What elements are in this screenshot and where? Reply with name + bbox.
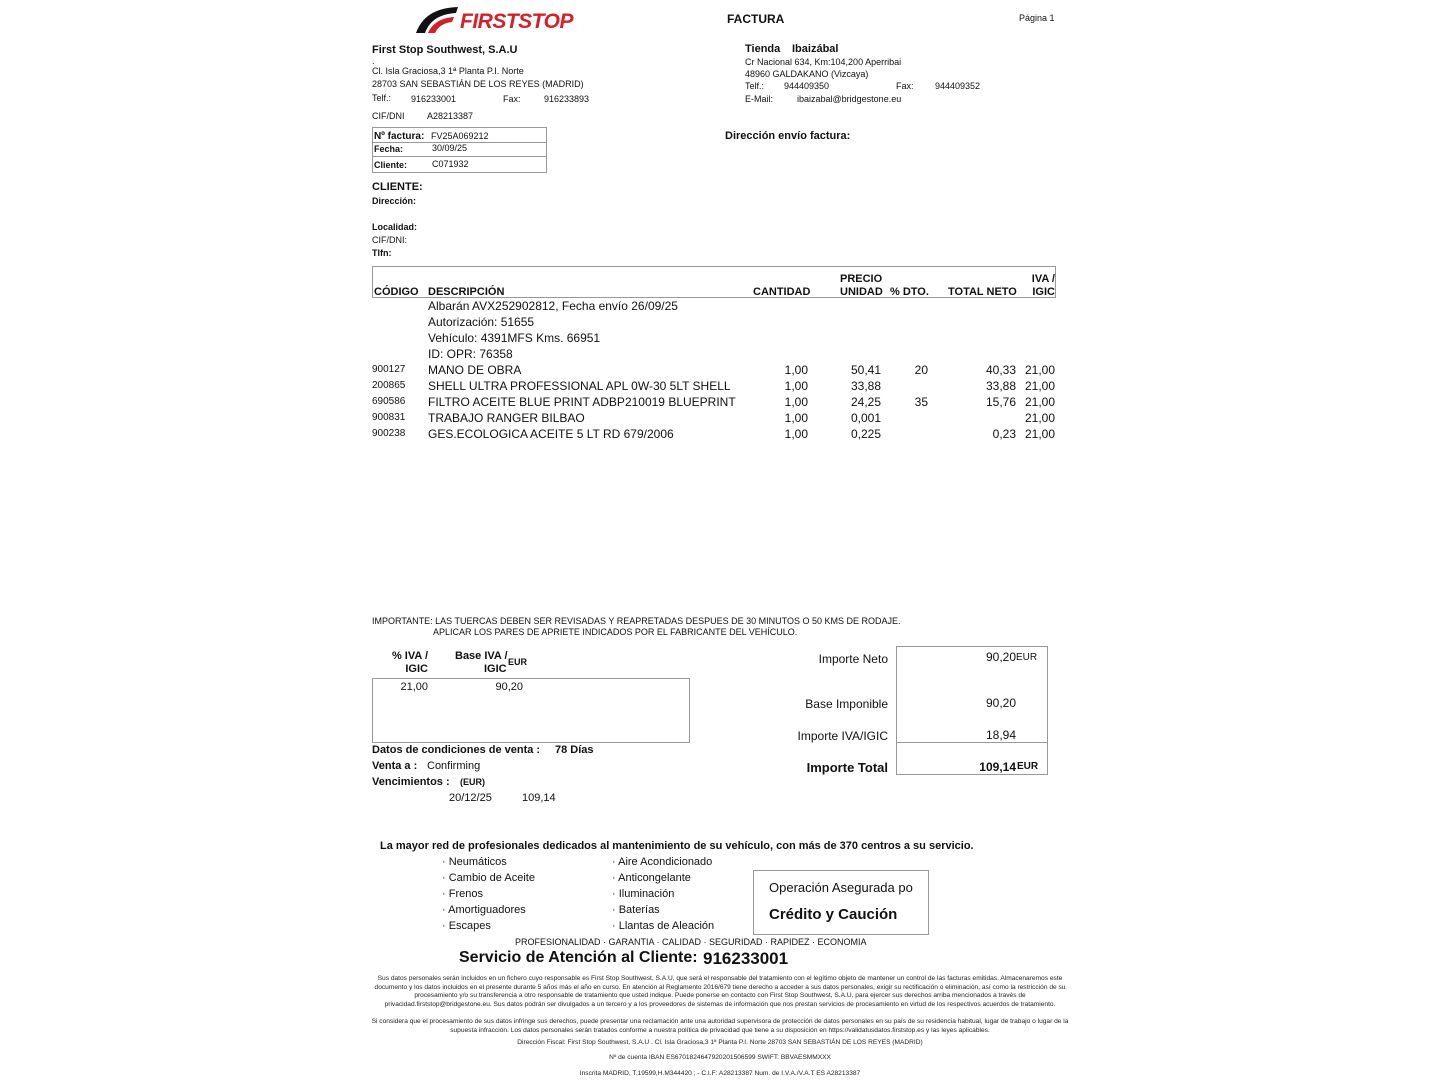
fiscal-address: Dirección Fiscal: First Stop Southwest, S.A.U . Cl. Isla Graciosa,3 1ª Planta P.I. Norte 28703 SAN SEBASTIÁN DE LOS REYES (MADRID) (517, 1039, 923, 1046)
customer-address-label: Dirección: (372, 196, 417, 206)
store-phone-label: Telf.: (745, 81, 765, 91)
totals-box (896, 646, 1048, 775)
logo (414, 4, 574, 36)
company-phone: 916233001 (411, 94, 457, 104)
row-description: TRABAJO RANGER BILBAO (428, 411, 585, 425)
row-description: GES.ECOLOGICA ACEITE 5 LT RD 679/2006 (428, 427, 674, 441)
row-quantity: 1,00 (784, 363, 808, 377)
total-currency: EUR (1017, 761, 1039, 772)
vat-amount: 18,94 (985, 728, 1016, 742)
row-description: FILTRO ACEITE BLUE PRINT ADBP210019 BLUEPRINT (428, 395, 736, 409)
row-net: 0,23 (992, 427, 1016, 441)
service-item: · Aire Acondicionado (612, 856, 713, 868)
store-email-label: E-Mail: (745, 94, 774, 104)
conditions-label: Datos de condiciones de venta : (372, 744, 541, 756)
row-code: 200865 (372, 380, 406, 391)
insurance-box (753, 870, 929, 935)
vat-header-pct-1: % IVA / (391, 650, 428, 662)
claims-notice: Si considera que el procesamiento de sus datos infringe sus derechos, puede presentar una reclamación ante una autoridad supervisora de protección de datos personales en su país de su residencia habitual, lugar de trabajo o lugar de la supuesta infracción. Los datos personales serán tratados conforme a nuestra política de privacidad que tiene a su disposición en https://validatusdatos.firststop.es y las leyes aplicables. (371, 1018, 1069, 1034)
store-address-1: Cr Nacional 634, Km:104,200 Aperribai (745, 57, 902, 67)
invoice-client-label: Cliente: (374, 160, 408, 170)
invoice-date-label: Fecha: (374, 144, 404, 154)
company-cif-label: CIF/DNI (372, 111, 405, 121)
sale-to: Confirming (427, 760, 481, 772)
store-label: Tienda (745, 43, 781, 55)
customer-cif-label: CIF/DNI: (372, 235, 407, 245)
service-item: · Anticongelante (612, 872, 691, 884)
row-code: 900238 (372, 428, 406, 439)
customer-service-label: Servicio de Atención al Cliente: (459, 949, 698, 966)
insurance-line-2: Crédito y Caución (769, 906, 898, 923)
values-line: PROFESIONALIDAD · GARANTIA · CALIDAD · SEGURIDAD · RAPIDEZ · ECONOMIA (515, 937, 867, 947)
row-price: 50,41 (850, 363, 881, 377)
invoice-client: C071932 (432, 159, 469, 169)
company-fax: 916233893 (544, 94, 590, 104)
vat-header-base-2: IGIC (484, 663, 507, 675)
row-price: 0,225 (850, 427, 881, 441)
vat-pct: 21,00 (400, 681, 428, 693)
doc-title: FACTURA (727, 12, 785, 26)
store-fax: 944409352 (935, 81, 981, 91)
row-vat: 21,00 (1024, 427, 1055, 441)
service-item: · Neumáticos (442, 856, 507, 868)
sale-to-label: Venta a : (372, 760, 418, 772)
header-code: CÓDIGO (374, 286, 419, 298)
customer-phone-label: Tlfn: (372, 248, 392, 258)
note-line: Autorización: 51655 (428, 315, 535, 329)
store-name: Ibaizábal (792, 43, 839, 55)
row-price: 33,88 (850, 379, 881, 393)
company-name: First Stop Southwest, S.A.U (372, 44, 518, 56)
service-item: · Frenos (442, 888, 483, 900)
store-email[interactable]: ibaizabal@bridgestone.eu (797, 94, 902, 104)
row-price: 24,25 (850, 395, 881, 409)
customer-city-label: Localidad: (372, 222, 418, 232)
row-net: 33,88 (985, 379, 1016, 393)
net-currency: EUR (1016, 652, 1038, 663)
invoice-date: 30/09/25 (432, 143, 468, 153)
row-net: 15,76 (985, 395, 1016, 409)
vat-header-pct-2: IGIC (405, 663, 428, 675)
note-line: ID: OPR: 76358 (428, 347, 513, 361)
row-discount: 20 (914, 363, 928, 377)
important-notice-2: APLICAR LOS PARES DE APRIETE INDICADOS POR EL FABRICANTE DEL VEHÍCULO. (433, 627, 798, 637)
row-price: 0,001 (850, 411, 881, 425)
row-description: SHELL ULTRA PROFESSIONAL APL 0W-30 5LT SHELL (428, 379, 731, 393)
firststop-swoosh-icon (414, 5, 460, 35)
store-address-2: 48960 GALDAKANO (Vizcaya) (745, 69, 869, 79)
header-description: DESCRIPCIÓN (428, 286, 505, 298)
customer-title: CLIENTE: (372, 181, 423, 193)
invoice-number-label: Nº factura: (374, 131, 425, 142)
totals-divider (896, 742, 1048, 743)
net-amount: 90,20 (985, 650, 1016, 664)
header-price-2: UNIDAD (840, 286, 883, 298)
due-amount: 109,14 (522, 792, 556, 804)
row-quantity: 1,00 (784, 427, 808, 441)
row-code: 690586 (372, 396, 406, 407)
header-price-1: PRECIO (840, 273, 883, 285)
header-discount: % DTO. (890, 286, 929, 298)
row-vat: 21,00 (1024, 363, 1055, 377)
store-fax-label: Fax: (896, 81, 914, 91)
net-amount-label: Importe Neto (818, 652, 888, 666)
service-item: · Amortiguadores (442, 904, 526, 916)
company-phone-label: Telf.: (372, 93, 392, 103)
service-item: · Escapes (442, 920, 491, 932)
shipping-address-label: Dirección envío factura: (725, 130, 851, 142)
header-net: TOTAL NETO (948, 286, 1017, 298)
customer-service-phone[interactable]: 916233001 (703, 949, 789, 968)
vat-base: 90,20 (495, 681, 523, 693)
row-net: 40,33 (985, 363, 1016, 377)
row-code: 900831 (372, 412, 406, 423)
company-cif: A28213387 (427, 111, 474, 121)
total-amount: 109,14 (979, 760, 1016, 774)
row-discount: 35 (914, 395, 928, 409)
service-item: · Cambio de Aceite (442, 872, 535, 884)
row-vat: 21,00 (1024, 395, 1055, 409)
promo-headline: La mayor red de profesionales dedicados al mantenimiento de su vehículo, con más de 370 centros a su servicio. (380, 840, 974, 852)
invoice-box-divider-2 (372, 156, 547, 157)
company-dot: . (372, 56, 375, 66)
bank-account: Nº de cuenta IBAN ES6701824647920201506599 SWIFT: BBVAESMMXXX (609, 1054, 831, 1061)
service-item: · Iluminación (612, 888, 675, 900)
registry-info: Inscrita MADRID, T.19599,H.M344420 ; - C.I.F: A28213387 Num. de I.V.A./V.A.T ES A28213387 (579, 1070, 861, 1077)
service-item: · Llantas de Aleación (612, 920, 715, 932)
row-quantity: 1,00 (784, 411, 808, 425)
important-notice-1: IMPORTANTE: LAS TUERCAS DEBEN SER REVISADAS Y REAPRETADAS DESPUES DE 30 MINUTOS O 50 KMS DE RODAJE. (372, 616, 901, 626)
vat-header-currency: EUR (508, 657, 528, 667)
invoice-number: FV25A069212 (431, 131, 489, 141)
company-address-1: Cl. Isla Graciosa,3 1ª Planta P.I. Norte (372, 66, 524, 76)
row-vat: 21,00 (1024, 411, 1055, 425)
note-line: Vehículo: 4391MFS Kms. 66951 (428, 331, 601, 345)
company-fax-label: Fax: (503, 94, 521, 104)
privacy-notice: Sus datos personales serán incluidos en un fichero cuyo responsable es First Stop Southwest, S.A.U, que será el responsable del tratamiento con el legítimo objeto de mantener un control de las facturas emitidas. Almacenaremos este documento y los datos incluidos en el presente durante 5 años más el año en curso. En atención al Reglamento 2016/679 tiene derecho a acceder a sus datos personales, exigir su rectificación o eliminación, así como la restricción de su procesamiento y/o su transferencia a otro responsable de tratamiento que usted indique. Puede ponerse en contacto con First Stop Southwest, S.A.U, para ejercer sus derechos arriba mencionados a través de privacidad.firststop@bridgestone.eu. Sus datos podrán ser divulgados a un tercero y a los proveedores de sistemas de información que nos prestan servicios de procesamiento en virtud de los respectivos acuerdos de tratamiento. (374, 975, 1066, 1008)
taxable-base-label: Base Imponible (805, 697, 888, 711)
vat-header-base-1: Base IVA / (455, 650, 508, 662)
header-vat-1: IVA / (1031, 273, 1055, 285)
row-vat: 21,00 (1024, 379, 1055, 393)
row-quantity: 1,00 (784, 395, 808, 409)
header-vat-2: IGIC (1032, 286, 1055, 298)
insurance-line-1: Operación Asegurada po (769, 880, 913, 895)
due-dates-label: Vencimientos : (372, 776, 450, 788)
total-amount-label: Importe Total (806, 760, 888, 775)
row-quantity: 1,00 (784, 379, 808, 393)
row-description: MANO DE OBRA (428, 363, 522, 377)
page-number: Página 1 (1019, 13, 1055, 23)
header-quantity: CANTIDAD (753, 286, 811, 298)
vat-amount-label: Importe IVA/IGIC (797, 729, 888, 743)
note-line: Albarán AVX252902812, Fecha envío 26/09/25 (428, 299, 678, 313)
conditions-days: 78 Días (555, 744, 594, 756)
company-address-2: 28703 SAN SEBASTIÁN DE LOS REYES (MADRID) (372, 79, 584, 89)
brand-name: FIRSTSTOP (460, 10, 573, 33)
due-currency: (EUR) (460, 777, 485, 787)
store-phone: 944409350 (784, 81, 830, 91)
row-code: 900127 (372, 364, 406, 375)
due-date: 20/12/25 (449, 792, 492, 804)
taxable-base: 90,20 (985, 696, 1016, 710)
service-item: · Baterías (612, 904, 660, 916)
